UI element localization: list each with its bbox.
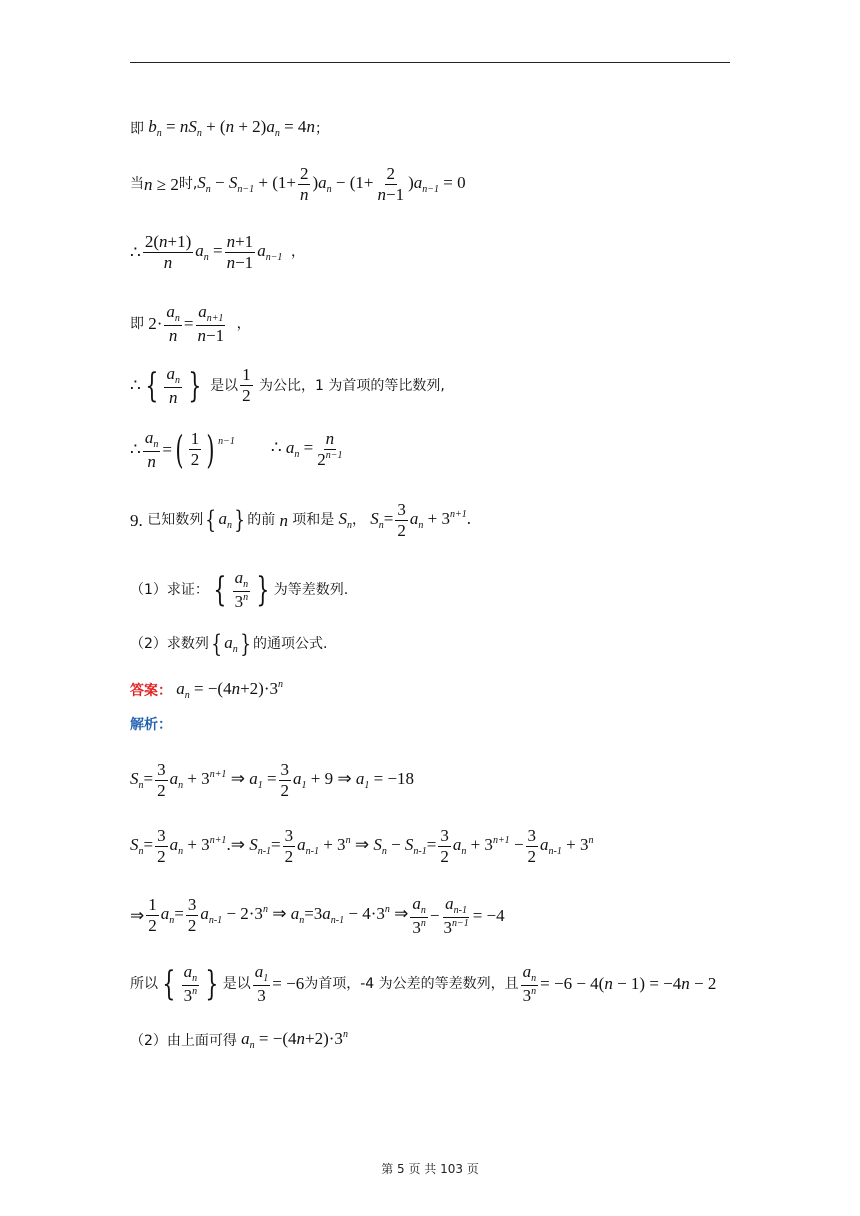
answer-label: 答案： [130,682,172,699]
analysis-line-1: $S_n=$ $\frac{3}{2}$ $a_n + 3^{n+1}$ ⇒ $a_1$ = $\frac{3}{2}$ $a_1 + 9$ ⇒ $a_1 = -18$ [130,760,415,800]
analysis-heading [130,718,172,732]
formula-line-3: ∴ $\frac{2(n+1)}{n}$ $a_n$ = $\frac{n+1}{n-1}$ $a_{n-1}$ ， [130,232,305,272]
analysis-line-4: 所以 { $\frac{a_n}{3^n}$ } 是以 $\frac{a_1}{3}$ = −6 为首项，-4 为公差的等差数列，且 $\frac{a_n}{3^n}$ = −6 − 4(n − 1) = −4n − 2 [130,962,717,1005]
formula-line-5: ∴ { $\frac{a_n}{n}$ } 是以 $\frac{1}{2}$ 为公比，1 为首项的等比数列, [130,364,445,407]
formula-line-2: 当 n ≥ 2 时, $S_n - S_{n-1} + (1+$ $\frac{2}{n}$ )$a_n - (1+$ $\frac{2}{n-1}$ )$a_{n-1} = 0$ [130,164,466,204]
analysis-label: 解析： [130,717,172,733]
analysis-line-2: $S_n=$ $\frac{3}{2}$ $a_n$ + $3^{n+1}.\Rightarrow$ $S_{n-1}=$ $\frac{3}{2}$ $a_{n-1} + 3^n$ ⇒ $S_n - S_{n-1}=$ $\frac{3}{2}$ $a_n + 3^{n+1}$ − $\frac{3}{2}$ $a_{n-1} + 3^n$ [130,826,594,866]
problem-9-statement: 9. 已知数列 { $a_n$ } 的前 n 项和是 $S_n$ ， $S_n=$ $\frac{3}{2}$ $a_n + 3^{n+1}$. [130,500,471,540]
formula-line-1: 即 $b_n = nS_n + (n + 2)a_n = 4n$ ； [130,117,329,139]
header-rule [130,62,730,63]
formula-line-6: ∴ $\frac{a_n}{n}$ = ( $\frac{1}{2}$ ) n−1 ∴ $a_n$ = $\frac{n}{2^{n-1}}$ [130,427,343,472]
page-footer: 第 5 页 共 103 页 [381,1162,479,1176]
analysis-line-5: （2）由上面可得 $a_n = -(4n+2)\cdot 3^n$ [130,1029,348,1051]
question-2: （2）求数列 { $a_n$ } 的通项公式. [130,630,328,658]
answer-line: 答案： $a_n = -(4n+2)\cdot 3^n$ [130,679,284,701]
question-1: （1）求证： { $\frac{a_n}{3^n}$ } 为等差数列. [130,568,349,611]
formula-line-4: 即 2· $\frac{a_n}{n}$ = $\frac{a_{n+1}}{n-1}$ ， [130,302,251,345]
analysis-line-3: ⇒ $\frac{1}{2}$ $a_n=$ $\frac{3}{2}$ $a_{n-1} - 2\cdot 3^n$ ⇒ $a_n=3a_{n-1} - 4\cdot 3^n$ ⇒ $\frac{a_n}{3^n}$ − $\frac{a_{n-1}}{3^{n-1}}$ = −4 [130,894,505,937]
